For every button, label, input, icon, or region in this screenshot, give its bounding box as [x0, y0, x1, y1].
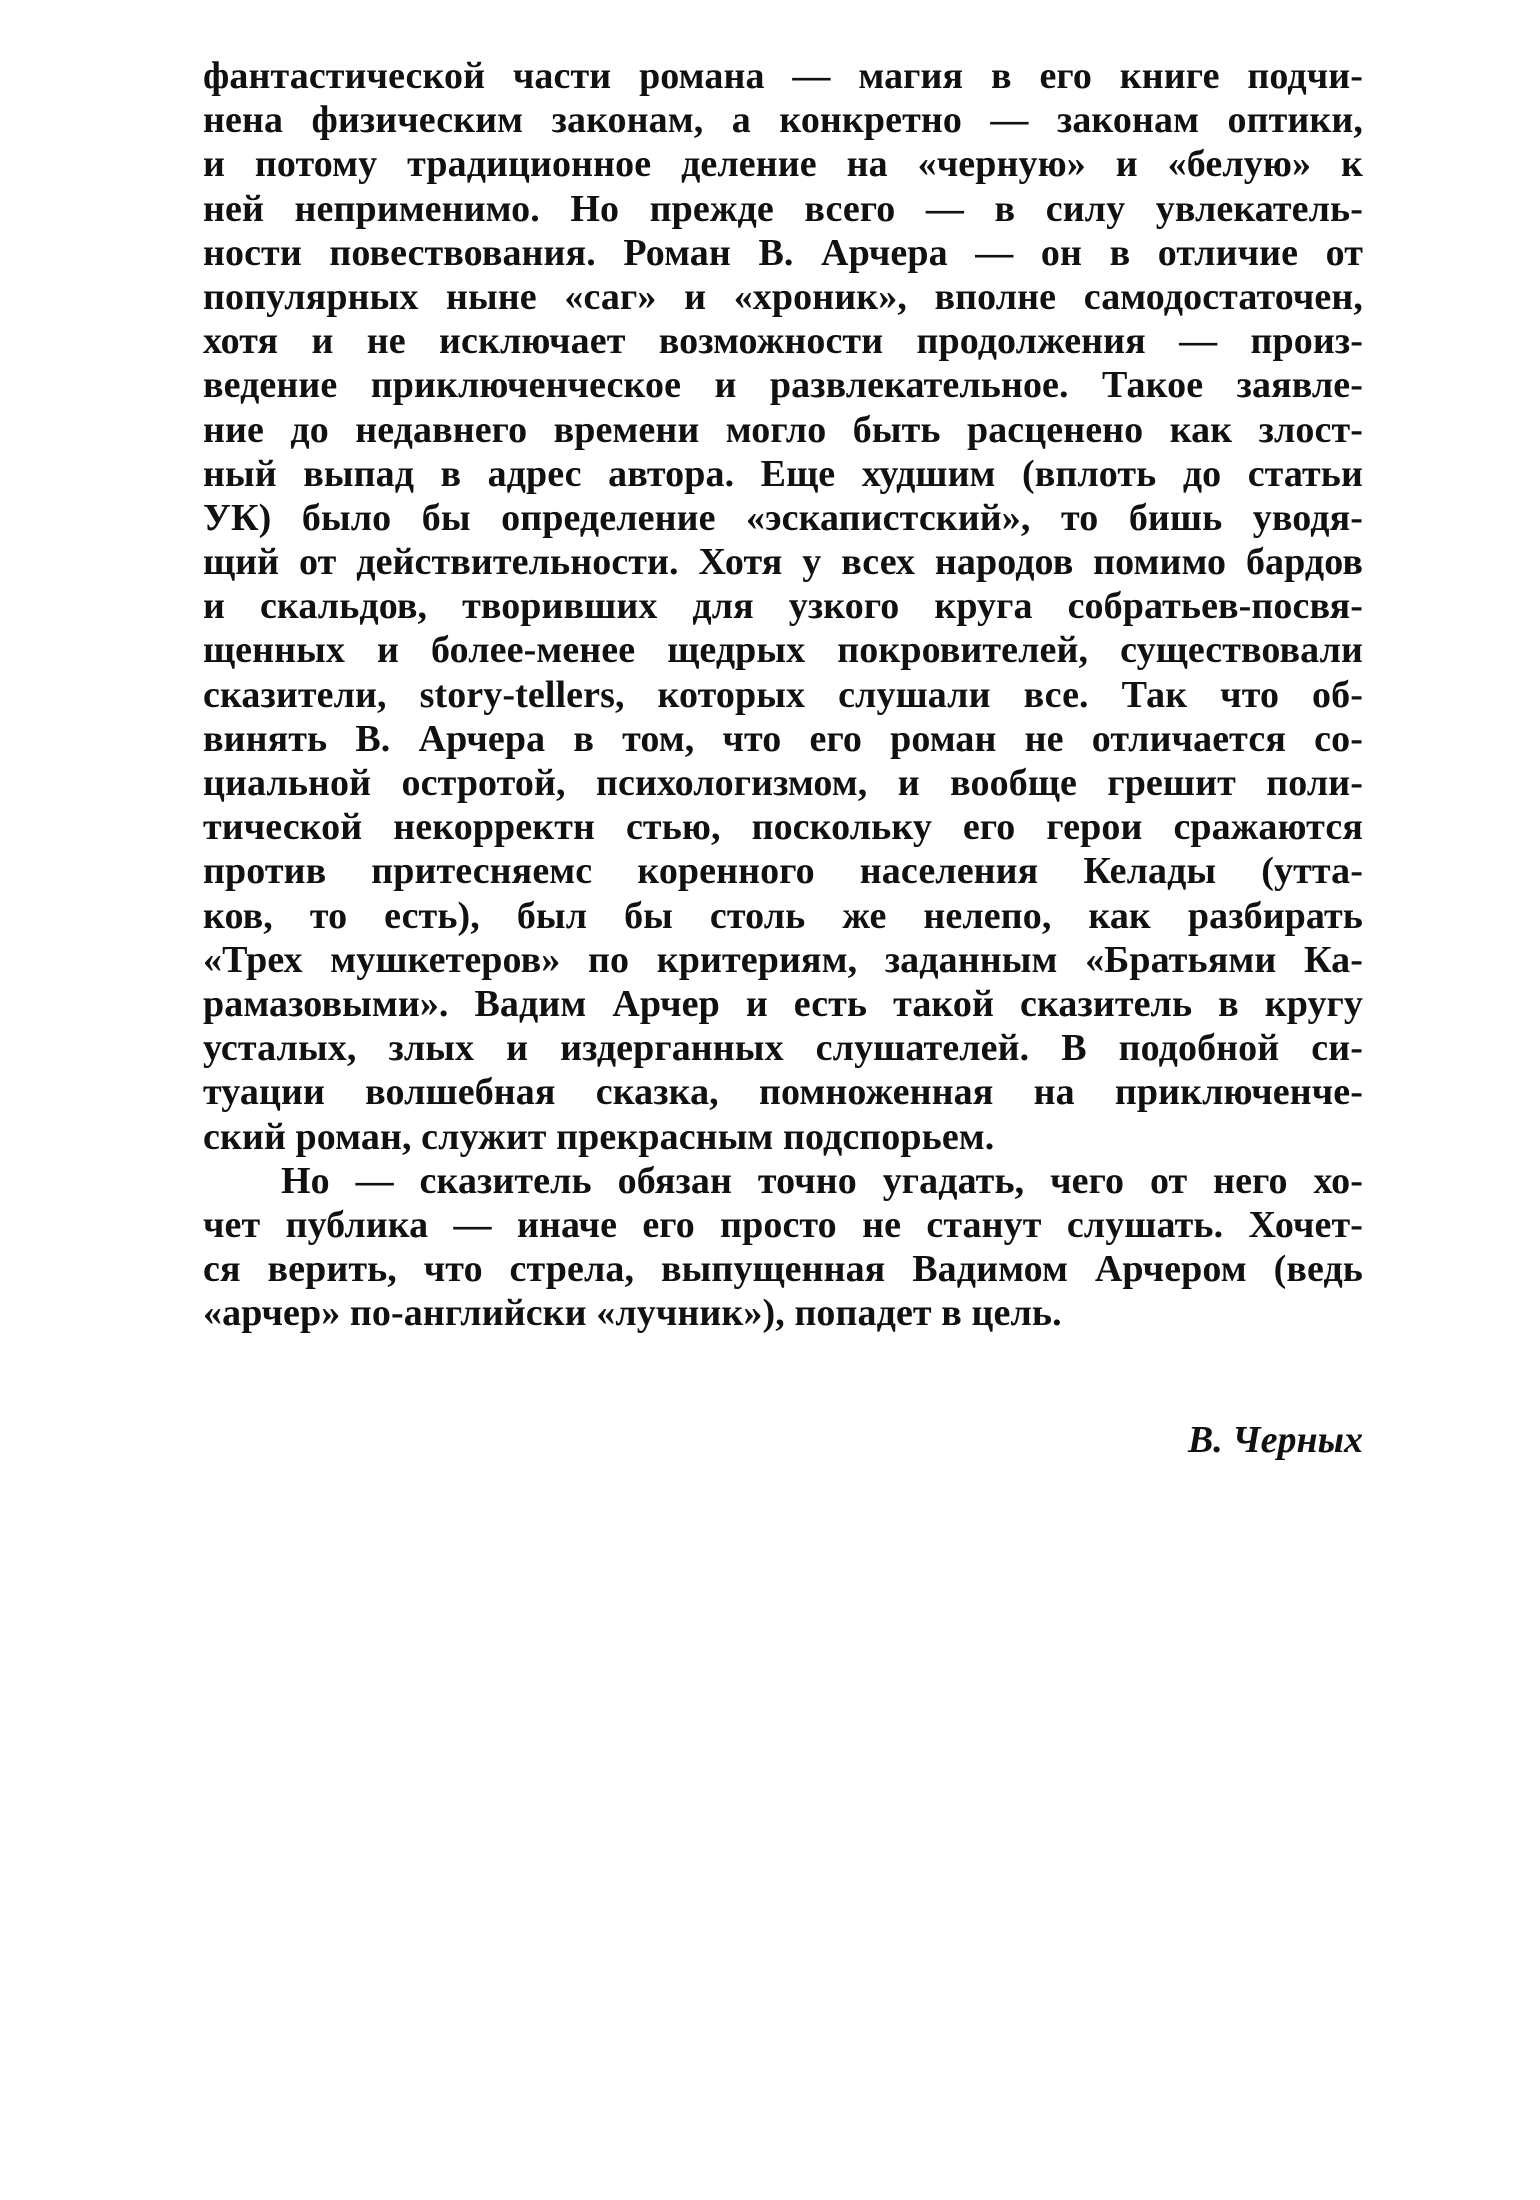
text-line: чет публика — иначе его просто не станут слушать. Хочет- — [203, 1203, 1363, 1246]
text-line: щий от действительности. Хотя у всех народов помимо бардов — [203, 541, 1363, 584]
text-line: циальной остротой, психологизмом, и вообще грешит поли- — [203, 762, 1363, 804]
text-line: ведение приключенческое и развлекательное. Такое заявле- — [203, 364, 1363, 407]
text-line: винять В. Арчера в том, что его роман не отличается со- — [203, 717, 1363, 760]
text-line: ние до недавнего времени могло быть расценено как злост- — [203, 408, 1363, 451]
text-line: нена физическим законам, а конкретно — законам оптики, — [203, 99, 1363, 142]
text-line: популярных ныне «саг» и «хроник», вполне самодостаточен, — [203, 275, 1363, 318]
text-line: «Трех мушкетеров» по критериям, заданным «Братьями Ка- — [203, 938, 1363, 981]
text-line: сказители, story-tellers, которых слушали все. Так что об- — [203, 673, 1363, 716]
text-line: усталых, злых и издерганных слушателей. В подобной си- — [203, 1027, 1363, 1070]
text-line: ся верить, что стрела, выпущенная Вадимом Арчером (ведь — [203, 1248, 1363, 1291]
text-line: щенных и более-менее щедрых покровителей, существовали — [203, 629, 1363, 672]
body-text — [203, 54, 1363, 1335]
text-line: тической некорректн стью, поскольку его герои сражаются — [203, 806, 1363, 849]
text-line: ности повествования. Роман В. Арчера — он в отличие от — [203, 231, 1363, 274]
text-line: ный выпад в адрес автора. Еще худшим (вплоть до статьи — [203, 452, 1363, 495]
text-line: УК) было бы определение «эскапистский», то бишь уводя- — [203, 496, 1363, 539]
text-line: ков, то есть), был бы столь же нелепо, как разбирать — [203, 894, 1363, 937]
text-line: Но — сказитель обязан точно угадать, чего от него хо- — [281, 1159, 1363, 1202]
paragraph-1 — [203, 54, 1363, 1159]
text-line: хотя и не исключает возможности продолжения — произ- — [203, 320, 1363, 363]
text-line: фантастической части романа — магия в его книге подчи- — [203, 55, 1363, 97]
text-line: ней неприменимо. Но прежде всего — в силу увлекатель- — [203, 187, 1363, 230]
text-line: против притесняемс коренного населения Келады (утта- — [203, 850, 1363, 893]
text-line: ский роман, служит прекрасным подспорьем. — [203, 1115, 995, 1158]
text-line: рамазовыми». Вадим Арчер и есть такой сказитель в кругу — [203, 982, 1363, 1025]
paragraph-2 — [203, 1159, 1363, 1336]
text-line: «арчер» по-английски «лучник»), попадет в цель. — [203, 1292, 1062, 1335]
author-signature: В. Черных — [1187, 1419, 1363, 1461]
text-line: и скальдов, творивших для узкого круга собратьев-посвя- — [203, 585, 1363, 628]
text-line: туации волшебная сказка, помноженная на приключенче- — [203, 1071, 1363, 1114]
text-line: и потому традиционное деление на «черную» и «белую» к — [203, 143, 1363, 186]
